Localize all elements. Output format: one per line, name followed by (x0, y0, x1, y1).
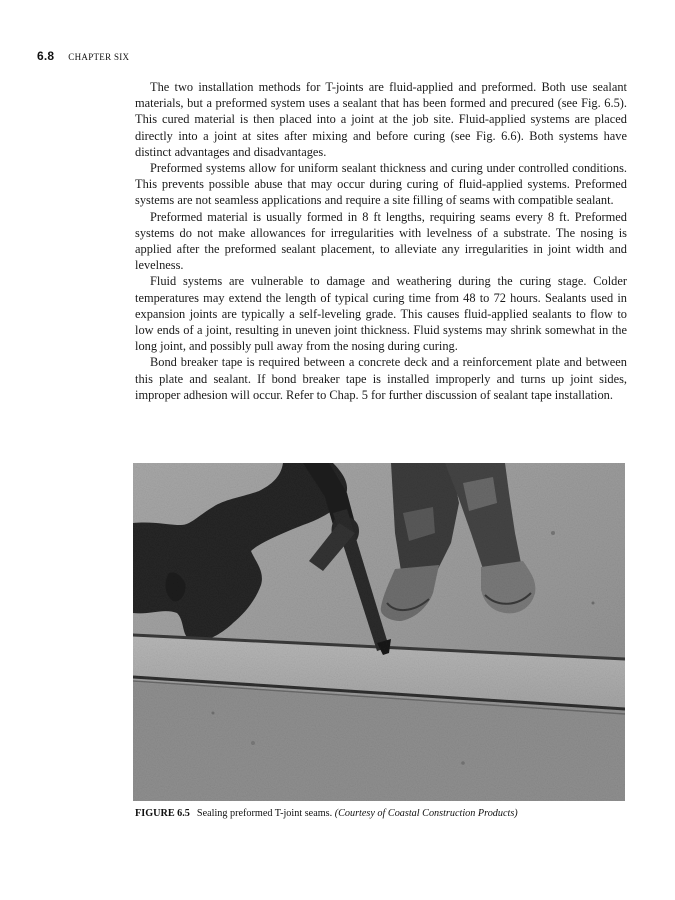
chapter-title: CHAPTER SIX (68, 52, 130, 62)
figure-photo (133, 463, 625, 801)
figure-caption (135, 808, 635, 819)
paragraph: Preformed material is usually formed in 8 ft lengths, requiring seams every 8 ft. Preformed systems do not make allowances for irregularities with levelness of a substrate. The nosing is applied after the preformed sealant placement, to alleviate any irregularities in joint width and levelness. (135, 209, 627, 273)
paragraph: Fluid systems are vulnerable to damage and weathering during the curing stage. Colder temperatures may extend the length of typical curing time from 48 to 72 hours. Sealants used in expansion joints are typically a self-leveling grade. This causes fluid-applied sealants to flow to low ends of a joint, resulting in uneven joint thickness. Fluid systems may shrink somewhat in the long joint, and possibly pull away from the nosing during curing. (135, 274, 627, 354)
caption-credit: (Courtesy of Coastal Construction Products) (334, 808, 518, 819)
caption-text: Sealing preformed T-joint seams. (196, 808, 333, 819)
paragraph: The two installation methods for T-joints are fluid-applied and preformed. Both use sealant materials, but a preformed system uses a sealant that has been formed and precured (see Fig. 6.5). This cured material is then placed into a joint at the job site. Fluid-applied systems are placed directly into a joint at sites after mixing and before curing (see Fig. 6.6). Both systems have distinct advantages and disadvantages. (135, 80, 627, 159)
paragraph: Preformed systems allow for uniform sealant thickness and curing under controlled conditions. This prevents possible abuse that may occur during curing of fluid-applied systems. Preformed systems are not seamless applications and require a site filling of seams with compatible sealant. (135, 161, 627, 208)
running-head (37, 47, 129, 65)
figure-label: FIGURE 6.5 (135, 808, 190, 819)
page-number: 6.8 (37, 49, 55, 63)
body-text (135, 79, 627, 403)
paragraph: Bond breaker tape is required between a concrete deck and a reinforcement plate and between this plate and sealant. If bond breaker tape is installed improperly and turns up joint sides, improper adhesion will occur. Refer to Chap. 5 for further discussion of sealant tape installation. (135, 355, 627, 402)
